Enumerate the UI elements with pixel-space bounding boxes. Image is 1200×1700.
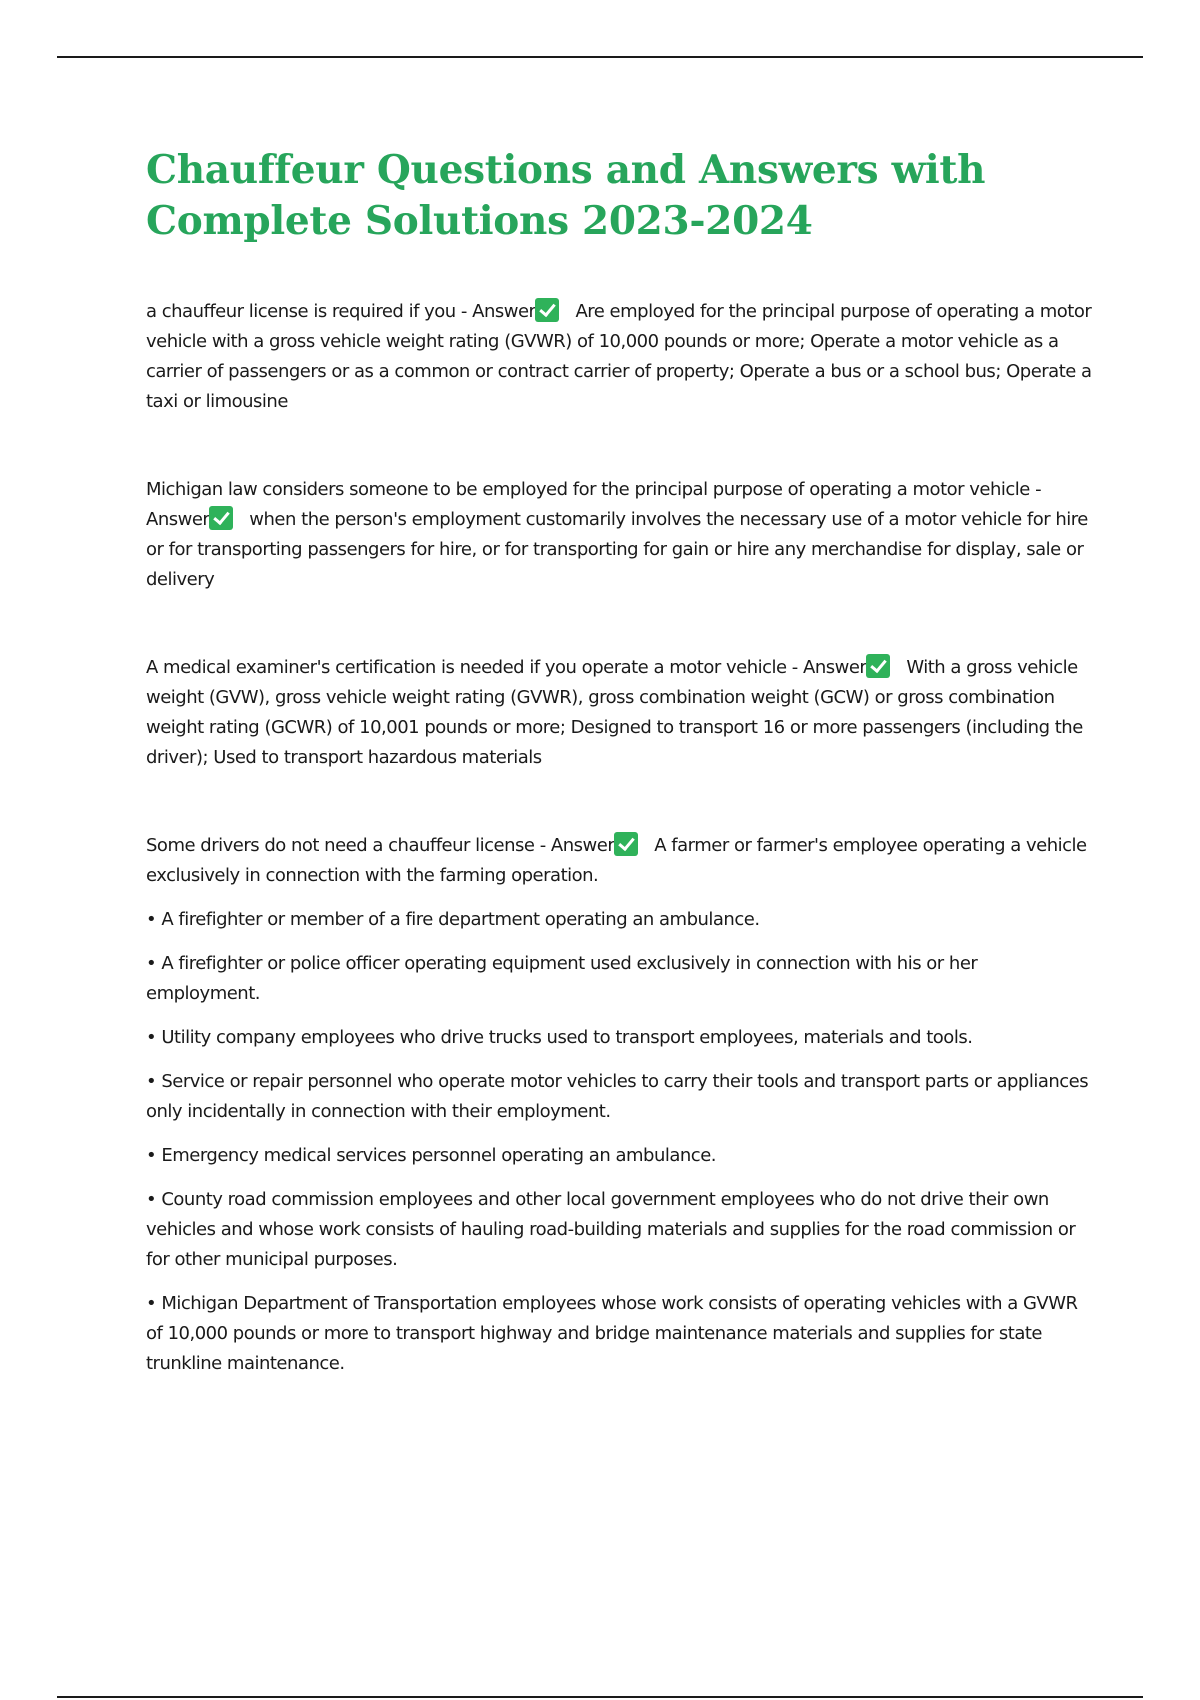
exemption-list <box>146 905 1092 1379</box>
list-item: • Service or repair personnel who operate motor vehicles to carry their tools and transport parts or appliances only incidentally in connection with their employment. <box>146 1071 1089 1122</box>
check-mark-icon <box>614 832 638 856</box>
answer-text: Are employed for the principal purpose of operating a motor vehicle with a gross vehicle weight rating (GVWR) of 10,000 pounds or more; Operate a motor vehicle as a carrier of passengers or as a common or contract carrier of property; Operate a bus or a school bus; Operate a taxi or limousine <box>146 301 1092 412</box>
answer-text: A farmer or farmer's employee operating a vehicle exclusively in connection with the farming operation. <box>146 835 1087 886</box>
list-item: • Emergency medical services personnel operating an ambulance. <box>146 1145 716 1166</box>
question-text: Michigan law considers someone to be employed for the principal purpose of operating a motor vehicle - Answer <box>146 479 1042 530</box>
qa-item <box>146 831 1092 891</box>
list-item: • A firefighter or police officer operating equipment used exclusively in connection with his or her employment. <box>146 953 978 1004</box>
document-body <box>146 145 1092 1393</box>
question-text: A medical examiner's certification is needed if you operate a motor vehicle - Answer <box>146 657 867 678</box>
footer-rule <box>57 1696 1143 1698</box>
qa-item <box>146 653 1092 773</box>
header-rule <box>57 56 1143 58</box>
check-mark-icon <box>535 298 559 322</box>
document-title: Chauffeur Questions and Answers with Complete Solutions 2023-2024 <box>146 147 986 244</box>
list-item: • County road commission employees and other local government employees who do not drive their own vehicles and whose work consists of hauling road-building materials and supplies for the road commission or for other municipal purposes. <box>146 1189 1076 1270</box>
qa-item <box>146 297 1092 417</box>
list-item: • Utility company employees who drive trucks used to transport employees, materials and tools. <box>146 1027 973 1048</box>
qa-item <box>146 475 1092 595</box>
answer-text: when the person's employment customarily involves the necessary use of a motor vehicle for hire or for transporting passengers for hire, or for transporting for gain or hire any merchandise for display, sale or delivery <box>146 509 1088 590</box>
check-mark-icon <box>209 506 233 530</box>
list-item: • A firefighter or member of a fire department operating an ambulance. <box>146 909 760 930</box>
question-text: Some drivers do not need a chauffeur license - Answer <box>146 835 615 856</box>
list-item: • Michigan Department of Transportation employees whose work consists of operating vehicles with a GVWR of 10,000 pounds or more to transport highway and bridge maintenance materials and supplies for state trunkline maintenance. <box>146 1293 1078 1374</box>
question-text: a chauffeur license is required if you - Answer <box>146 301 536 322</box>
check-mark-icon <box>866 654 890 678</box>
answer-text: With a gross vehicle weight (GVW), gross vehicle weight rating (GVWR), gross combination weight (GCW) or gross combination weight rating (GCWR) of 10,001 pounds or more; Designed to transport 16 or more passengers (including the driver); Used to transport hazardous materials <box>146 657 1083 768</box>
